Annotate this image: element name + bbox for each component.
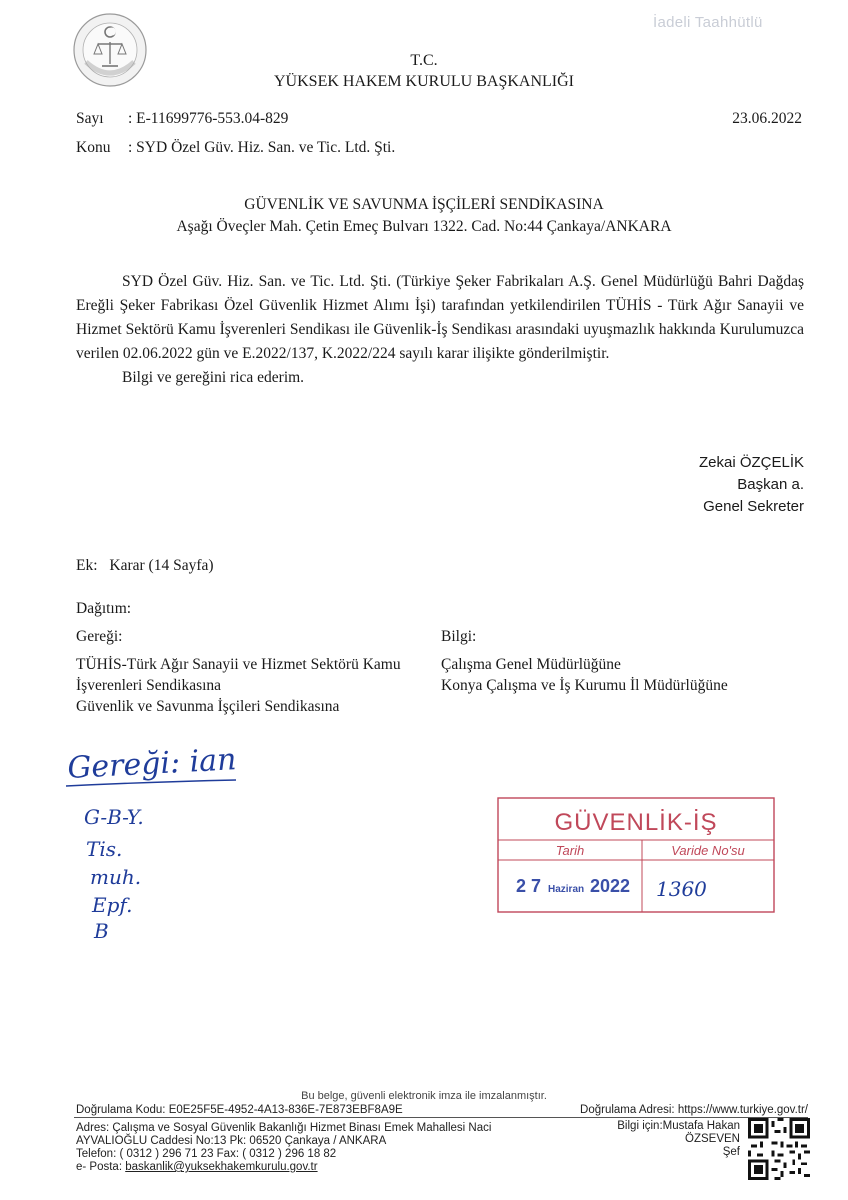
signatory-title-1: Başkan a. bbox=[737, 476, 804, 493]
stamp-number: 1360 bbox=[656, 877, 707, 901]
body-paragraph-2: Bilgi ve gereğini rica ederim. bbox=[122, 369, 305, 386]
registered-mail-stamp: İadeli Taahhütlü bbox=[653, 14, 763, 31]
handwriting-line-5: Epf. bbox=[92, 893, 133, 917]
addressee-name: GÜVENLİK VE SAVUNMA İŞÇİLERİ SENDİKASINA bbox=[244, 196, 604, 213]
footer-email-label: e- Posta: bbox=[76, 1161, 126, 1173]
addressee-address: Aşağı Öveçler Mah. Çetin Emeç Bulvarı 1322. Cad. No:44 Çankaya/ANKARA bbox=[176, 218, 672, 235]
sayi-label: Sayı bbox=[76, 110, 104, 127]
signatory-title-2: Genel Sekreter bbox=[703, 498, 804, 515]
handwriting-line-6: B bbox=[94, 919, 109, 943]
handwriting-line-3: Tis. bbox=[86, 837, 123, 861]
received-stamp bbox=[496, 796, 776, 914]
handwriting-line-4: muh. bbox=[90, 865, 142, 889]
bilgi-item: Çalışma Genel Müdürlüğüne bbox=[441, 656, 621, 673]
attachment-value: Karar (14 Sayfa) bbox=[109, 557, 214, 574]
handwriting-line-1: Gereği: ian bbox=[66, 742, 238, 786]
konu-value: : SYD Özel Güv. Hiz. San. ve Tic. Ltd. Şti. bbox=[128, 139, 396, 156]
header-tc: T.C. bbox=[410, 52, 438, 69]
footer-phone: Telefon: ( 0312 ) 296 71 23 Fax: ( 0312 ) 296 18 82 bbox=[76, 1148, 337, 1160]
stamp-date-month: Haziran bbox=[548, 884, 585, 895]
bilgi-item: Konya Çalışma ve İş Kurumu İl Müdürlüğüne bbox=[441, 677, 728, 694]
signature-block bbox=[699, 452, 804, 518]
footer-info-1: Bilgi için:Mustafa Hakan bbox=[617, 1120, 740, 1132]
footer-email-link[interactable]: baskanlik@yuksekhakemkurulu.gov.tr bbox=[125, 1161, 318, 1173]
stamp-date-year: 2022 bbox=[590, 876, 631, 896]
footer-info bbox=[617, 1120, 740, 1159]
e-signature-note: Bu belge, güvenli elektronik imza ile imzalanmıştır. bbox=[301, 1090, 547, 1102]
handwriting-line-2: G-B-Y. bbox=[84, 805, 144, 829]
body-paragraph-1: SYD Özel Güv. Hiz. San. ve Tic. Ltd. Şti. (Türkiye Şeker Fabrikaları A.Ş. Genel Müdürlüğü Bahri Dağdaş Ereğli Şeker Fabrikası Özel Güvenlik Hizmet Alımı İşi) tarafından yetkilendirilen TÜHİS - Türk Ağır Sanayii ve Hizmet Sektörü Kamu İşverenleri Sendikası ile Güvenlik-İş Sendikası arasındaki uyuşmazlık hakkında Kurulumuzca verilen 02.06.2022 gün ve E.2022/137, K.2022/224 sayılı karar ilişikte gönderilmiştir. bbox=[76, 273, 804, 362]
verification-code: Doğrulama Kodu: E0E25F5E-4952-4A13-836E-7E873EBF8A9E bbox=[76, 1104, 403, 1116]
footer-address-1: Adres: Çalışma ve Sosyal Güvenlik Bakanlığı Hizmet Binası Emek Mahallesi Naci bbox=[76, 1122, 492, 1134]
bilgi-list bbox=[441, 654, 801, 696]
stamp-col-date: Tarih bbox=[555, 843, 585, 858]
footer-address-2: AYVALIOĞLU Caddesi No:13 Pk: 06520 Çankaya / ANKARA bbox=[76, 1135, 387, 1147]
signatory-name: Zekai ÖZÇELİK bbox=[698, 454, 804, 471]
stamp-date-day: 2 7 bbox=[516, 876, 542, 896]
sayi-value: : E-11699776-553.04-829 bbox=[128, 110, 289, 127]
footer-info-3: Şef bbox=[722, 1146, 740, 1158]
bilgi-label: Bilgi: bbox=[441, 628, 477, 645]
stamp-col-number: Varide No'su bbox=[671, 843, 745, 858]
qr-code-icon bbox=[748, 1118, 810, 1180]
konu-label: Konu bbox=[76, 139, 111, 156]
stamp-title: GÜVENLİK-İŞ bbox=[554, 809, 718, 836]
handwritten-notes bbox=[56, 738, 256, 950]
gereği-item: TÜHİS-Türk Ağır Sanayii ve Hizmet Sektörü Kamu bbox=[76, 656, 401, 673]
header-institution: YÜKSEK HAKEM KURULU BAŞKANLIĞI bbox=[274, 73, 574, 90]
gereği-item: İşverenleri Sendikasına bbox=[76, 677, 222, 694]
document-date: 23.06.2022 bbox=[732, 110, 802, 127]
gereği-list bbox=[76, 654, 436, 717]
attachment-line bbox=[76, 557, 214, 575]
distribution-label: Dağıtım: bbox=[76, 600, 132, 617]
gereği-label: Gereği: bbox=[76, 628, 123, 645]
footer-info-2: ÖZSEVEN bbox=[685, 1133, 740, 1145]
attachment-label: Ek: bbox=[76, 557, 98, 574]
letter-body bbox=[76, 270, 804, 390]
footer-email-line bbox=[76, 1161, 491, 1174]
gereği-item: Güvenlik ve Savunma İşçileri Sendikasına bbox=[76, 698, 340, 715]
verification-address: Doğrulama Adresi: https://www.turkiye.gov.tr/ bbox=[580, 1104, 808, 1116]
footer-contact bbox=[76, 1122, 491, 1174]
footer-divider bbox=[74, 1117, 808, 1118]
